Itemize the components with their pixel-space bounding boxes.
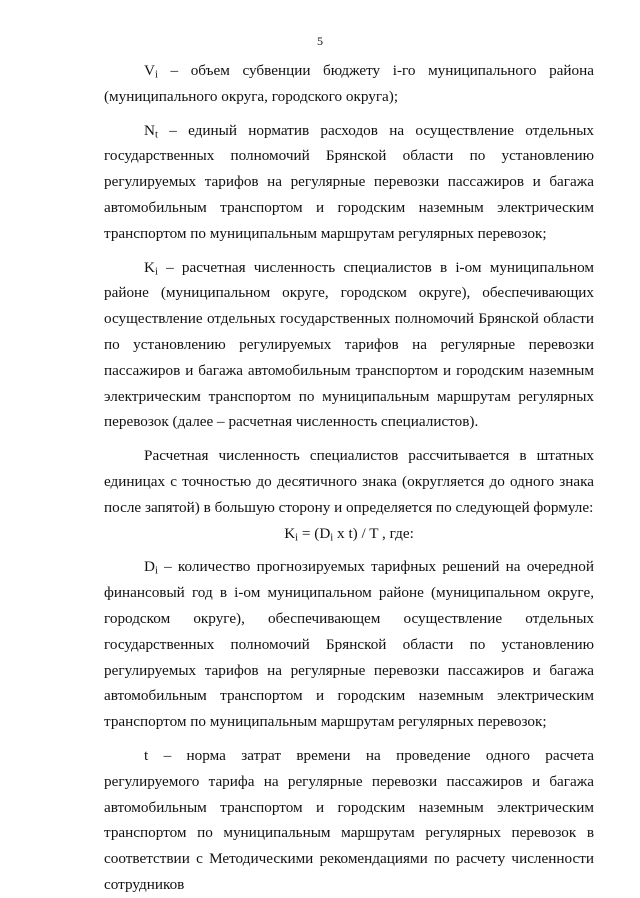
formula-rest: x t) / T , где: [333, 524, 414, 542]
subscript-i: i [154, 566, 158, 577]
symbol-k: K [144, 258, 155, 276]
d-definition-text: – количество прогнозируемых тарифных решений на очередной финансовый год в i-ом муниципальном районе (муниципальном округе, городском округе), обеспечивающем осуществление отдельных государственных полномочий Брянской области по установлению регулируемых тарифов на регулярные перевозки пассажиров и багажа автомобильным транспортом и городским наземным электрическим транспортом по муниципальным маршрутам регулярных перевозок; [104, 558, 594, 731]
n-definition-text: – единый норматив расходов на осуществление отдельных государственных полномочий Брянской области по установлению регулируемых тарифов на регулярные перевозки пассажиров и багажа автомобильным транспортом и городским наземным электрическим транспортом по муниципальным маршрутам регулярных перевозок; [104, 121, 594, 242]
paragraph-v-definition [104, 58, 594, 110]
symbol-v: V [144, 62, 155, 79]
formula-k-subscript: i [295, 532, 299, 544]
subscript-i: i [154, 69, 158, 81]
formula-k: K [284, 524, 296, 542]
page-number: 5 [317, 34, 323, 48]
subscript-t: t [154, 129, 158, 141]
formula-d-subscript: i [330, 532, 334, 544]
symbol-n: N [144, 121, 155, 139]
paragraph-k-definition [104, 255, 594, 436]
paragraph-d-definition [104, 554, 594, 735]
paragraph-n-definition [104, 118, 594, 247]
symbol-d: D [144, 558, 155, 576]
document-body [104, 58, 594, 898]
paragraph-calculation: Расчетная численность специалистов рассчитывается в штатных единицах с точностью до десятичного знака (округляется до одного знака после запятой) в большую сторону и определяется по следующей формуле: [104, 447, 594, 516]
v-definition-text: – объем субвенции бюджету i-го муниципального района (муниципального округа, городского округа); [104, 62, 594, 105]
k-definition-text: – расчетная численность специалистов в i-ом муниципальном районе (муниципальном округе, городском округе), обеспечивающих осуществление отдельных государственных полномочий Брянской области по установлению регулируемых тарифов на регулярные перевозки пассажиров и багажа автомобильным транспортом и городским наземным электрическим транспортом по муниципальным маршрутам регулярных перевозок (далее – расчетная численность специалистов). [104, 258, 594, 431]
paragraph-t-definition: t – норма затрат времени на проведение одного расчета регулируемого тарифа на регулярные перевозки пассажиров и багажа автомобильным транспортом и городским наземным электрическим транспортом по муниципальным маршрутам регулярных перевозок в соответствии с Методическими рекомендациями по расчету численности сотрудников [104, 746, 594, 893]
formula [104, 521, 594, 547]
subscript-i: i [154, 266, 158, 278]
formula-equals: = (D [298, 524, 331, 542]
